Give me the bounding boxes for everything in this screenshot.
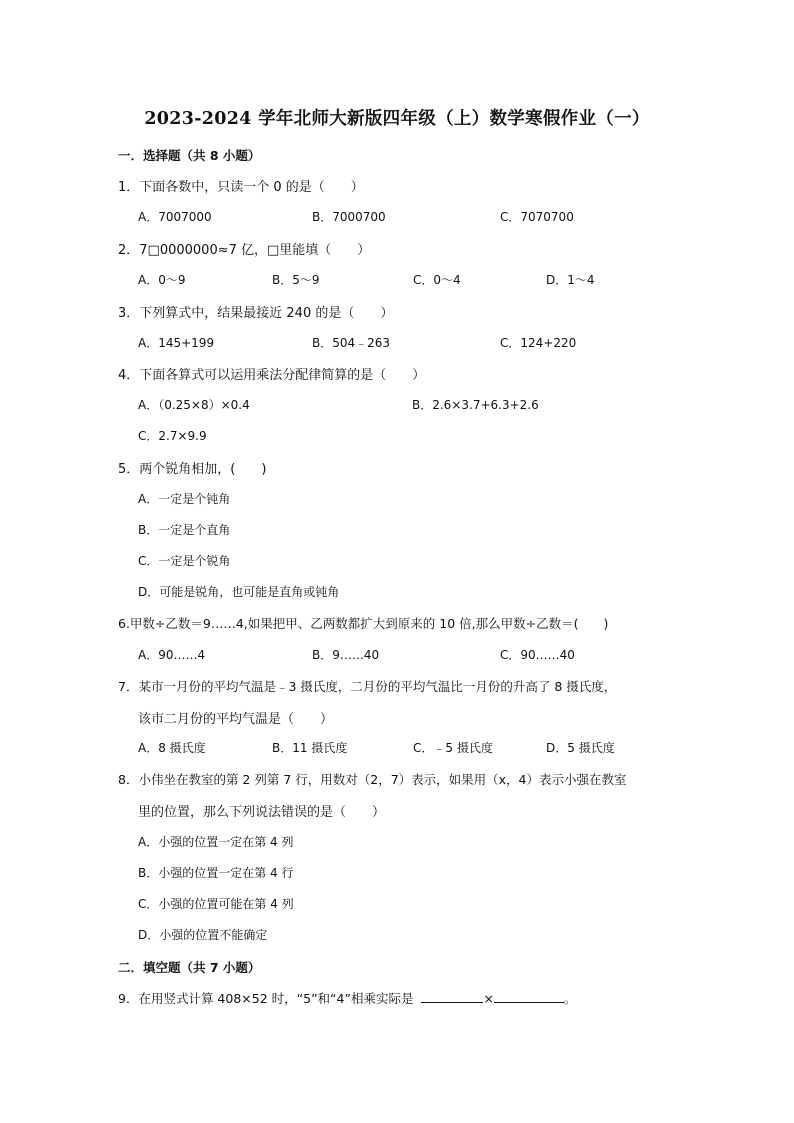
period: 。	[563, 991, 577, 1006]
q8-option-c: C．小强的位置可能在第 4 列	[138, 897, 294, 911]
q6-option-b: B．9……40	[312, 648, 380, 662]
question-1: 1．下面各数中，只读一个 0 的是（ ）	[118, 180, 364, 195]
question-4: 4．下面各算式可以运用乘法分配律简算的是（ ）	[118, 368, 426, 383]
q5-option-c: C．一定是个锐角	[138, 554, 231, 568]
q7-option-a: A．8 摄氏度	[138, 741, 206, 755]
q6-option-a: A．90……4	[138, 648, 206, 662]
question-2: 2．7□0000000≈7 亿，□里能填（ ）	[118, 243, 371, 258]
section-heading-fill: 二．填空题（共 7 小题）	[118, 960, 261, 975]
q4-option-a: A．（0.25×8）×0.4	[138, 398, 250, 412]
q4-option-c: C．2.7×9.9	[138, 429, 207, 443]
q2-option-a: A．0～9	[138, 273, 186, 287]
q1-option-c: C．7070700	[500, 210, 574, 224]
question-8-line-1: 8．小伟坐在教室的第 2 列第 7 行，用数对（2，7）表示，如果用（x，4）表示小强在教室	[118, 772, 627, 787]
q7-option-b: B．11 摄氏度	[272, 741, 348, 755]
q5-option-d: D．可能是锐角，也可能是直角或钝角	[138, 585, 340, 599]
q5-option-a: A．一定是个钝角	[138, 492, 231, 506]
q2-option-c: C．0～4	[413, 273, 461, 287]
q4-option-b: B．2.6×3.7+6.3+2.6	[412, 398, 539, 412]
q1-option-a: A．7007000	[138, 210, 212, 224]
q7-option-c: C．﹣5 摄氏度	[413, 741, 493, 755]
q7-option-d: D．5 摄氏度	[546, 741, 615, 755]
answer-blank-1[interactable]	[421, 990, 483, 1003]
q8-option-d: D．小强的位置不能确定	[138, 928, 268, 942]
times-sign: ×	[483, 991, 494, 1006]
q6-option-c: C．90……40	[500, 648, 575, 662]
question-8-line-2: 里的位置，那么下列说法错误的是（ ）	[138, 805, 386, 820]
answer-blank-2[interactable]	[494, 990, 564, 1003]
q3-option-b: B．504﹣263	[312, 336, 391, 350]
question-5: 5．两个锐角相加，( )	[118, 462, 267, 477]
section-heading-choice: 一．选择题（共 8 小题）	[118, 148, 261, 163]
question-7-line-2: 该市二月份的平均气温是（ ）	[138, 712, 334, 727]
q8-option-b: B．小强的位置一定在第 4 行	[138, 866, 294, 880]
question-7-line-1: 7．某市一月份的平均气温是﹣3 摄氏度，二月份的平均气温比一月份的升高了 8 摄氏度，	[118, 679, 617, 694]
question-9-text: 9．在用竖式计算 408×52 时，“5”和“4”相乘实际是	[118, 991, 414, 1006]
question-9	[118, 989, 576, 1007]
q2-option-d: D．1～4	[546, 273, 595, 287]
q3-option-a: A．145+199	[138, 336, 215, 350]
q5-option-b: B．一定是个直角	[138, 523, 231, 537]
q8-option-a: A．小强的位置一定在第 4 列	[138, 835, 294, 849]
question-3: 3．下列算式中，结果最接近 240 的是（ ）	[118, 306, 394, 321]
question-6: 6.甲数÷乙数＝9……4,如果把甲、乙两数都扩大到原来的 10 倍,那么甲数÷乙数＝( )	[118, 616, 609, 631]
q2-option-b: B．5～9	[272, 273, 320, 287]
page-title: 2023-2024 学年北师大新版四年级（上）数学寒假作业（一）	[144, 109, 650, 129]
q1-option-b: B．7000700	[312, 210, 386, 224]
q3-option-c: C．124+220	[500, 336, 577, 350]
